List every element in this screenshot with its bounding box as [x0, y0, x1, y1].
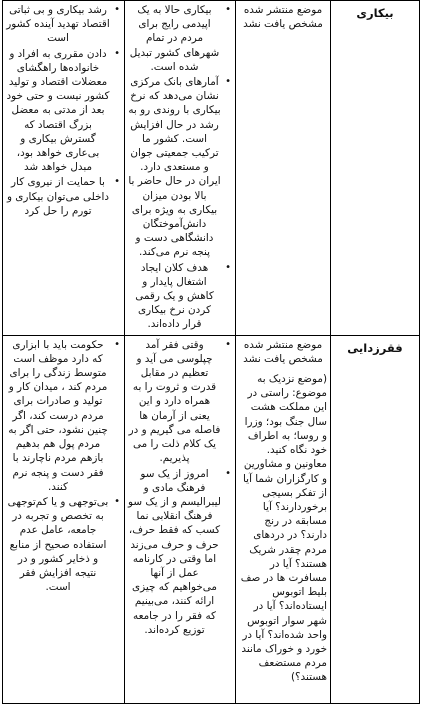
list-item: • بی‌توجهی و یا کم‌توجهی به تخصص و تجربه در جامعه، عامل عدم استفاده صحیح از منابع و ذخایر کشور و در نتیجه افزایش فقر است.	[7, 495, 120, 594]
bullet-icon: •	[114, 176, 120, 188]
facts-list	[128, 3, 232, 332]
facts-cell	[125, 1, 236, 336]
bullet-icon: •	[225, 261, 231, 273]
list-item: • رشد بیکاری و بی ثباتی اقتصاد تهدید آینده کشور است	[6, 4, 120, 45]
topic-cell	[331, 335, 420, 703]
policy-table	[2, 0, 420, 704]
list-item: • آمارهای بانک مرکزی نشان می‌دهد که نرخ بیکاری با روندی رو به رشد در حال افزایش است. کشور ما ترکیب جمعیتی جوان و مستعدی دارد. ایران در حال حاضر با بالا بودن میزان بیکاری به ویژه برای دانش‌آموختگان دانشگاهی دست و پنجه نرم می‌کند.	[128, 76, 231, 259]
consequences-cell	[3, 1, 125, 336]
bullet-icon: •	[225, 467, 231, 479]
list-item: • با حمایت از نیروی کار داخلی می‌توان بیکاری و تورم را حل کرد	[6, 176, 120, 217]
consequences-list	[6, 338, 121, 595]
list-item: • هدف کلان ایجاد اشتغال پایدار و کاهش و یک رقمی کردن نرخ بیکاری قرار داده‌اند.	[135, 261, 231, 331]
status-cell	[236, 335, 331, 703]
table-row	[3, 335, 420, 703]
bullet-icon: •	[114, 4, 120, 15]
bullet-icon: •	[114, 47, 120, 59]
bullet-icon: •	[114, 495, 120, 507]
bullet-icon: •	[114, 338, 120, 350]
list-item: • بیکاری حالا به یک اپیدمی رایج برای مردم در تمام شهرهای کشور تبدیل شده است.	[129, 4, 231, 73]
topic-title: فقرزدایی	[347, 340, 403, 355]
consequences-list	[6, 3, 121, 218]
status-extra-text: (موضع نزدیک به موضوع: راستی در این مملکت هشت سال جنگ بود؛ وزرا و روسا؛ به اطراف خود نگاه کنید. معاونین و مشاورین و کارگزاران شما آیا از تفکر بسیجی برخوردارند؟ آیا مسابقه در رنج دارند؟ در دردهای مردم چقدر شریک هستند؟ آیا در مسافرت ها در صف بلیط اتوبوس ایستاده‌اند؟ آیا در شهر سوار اتوبوس واحد شده‌اند؟ آیا در خورد و خوراک مانند مردم مستضعف هستند؟)	[240, 373, 327, 684]
list-item: • دادن مقرری به افراد و خانواده‌ها راهگشای معضلات اقتصاد و تولید کشور نیست و حتی خود بعد از مدتی به معضل بزرگ اقتصاد که گسترش بیکاری و بی‌عاری خواهد بود، مبدل خواهد شد	[6, 47, 120, 174]
consequences-cell	[3, 335, 125, 703]
list-item: • امروز از یک سو فرهنگ مادی و لیبرالیسم و از یک سو فرهنگ انقلابی نما کسب که فقط حرف، حرف و حرف می‌زند اما وقتی در کارنامه عمل از آنها می‌خواهیم که چیزی ارائه کنند، می‌بینیم که فقر را در جامعه توزیع کرده‌اند.	[128, 467, 231, 636]
bullet-icon: •	[225, 338, 231, 350]
status-text: موضع منتشر شده مشخص یافت نشد	[243, 4, 323, 31]
facts-cell	[125, 335, 236, 703]
status-cell	[236, 1, 331, 336]
facts-list	[128, 338, 232, 637]
bullet-icon: •	[225, 76, 231, 88]
topic-cell	[331, 1, 420, 336]
table-row	[3, 1, 420, 336]
bullet-icon: •	[225, 4, 231, 15]
list-item: • حکومت باید با ابزاری که دارد موظف است متوسط زندگی را برای مردم کند ، میدان کار و تولید و صادرات برای مردم درست کند، اگر چنین نشود، حتی اگر به مردم پول هم بدهیم بازهم مردم ناچارند با فقر دست و پنجه نرم کنند.	[8, 338, 120, 493]
topic-title: بیکاری	[356, 6, 394, 20]
status-text: موضع منتشر شده مشخص یافت نشد	[243, 338, 323, 365]
list-item: • وقتی فقر آمد چپلوسی می آید و تعظیم در مقابل قدرت و ثروت را به همراه دارد و این یعنی از آرمان ها فاصله می گیریم و در یک کلام ذلت را می پذیریم.	[128, 338, 231, 465]
